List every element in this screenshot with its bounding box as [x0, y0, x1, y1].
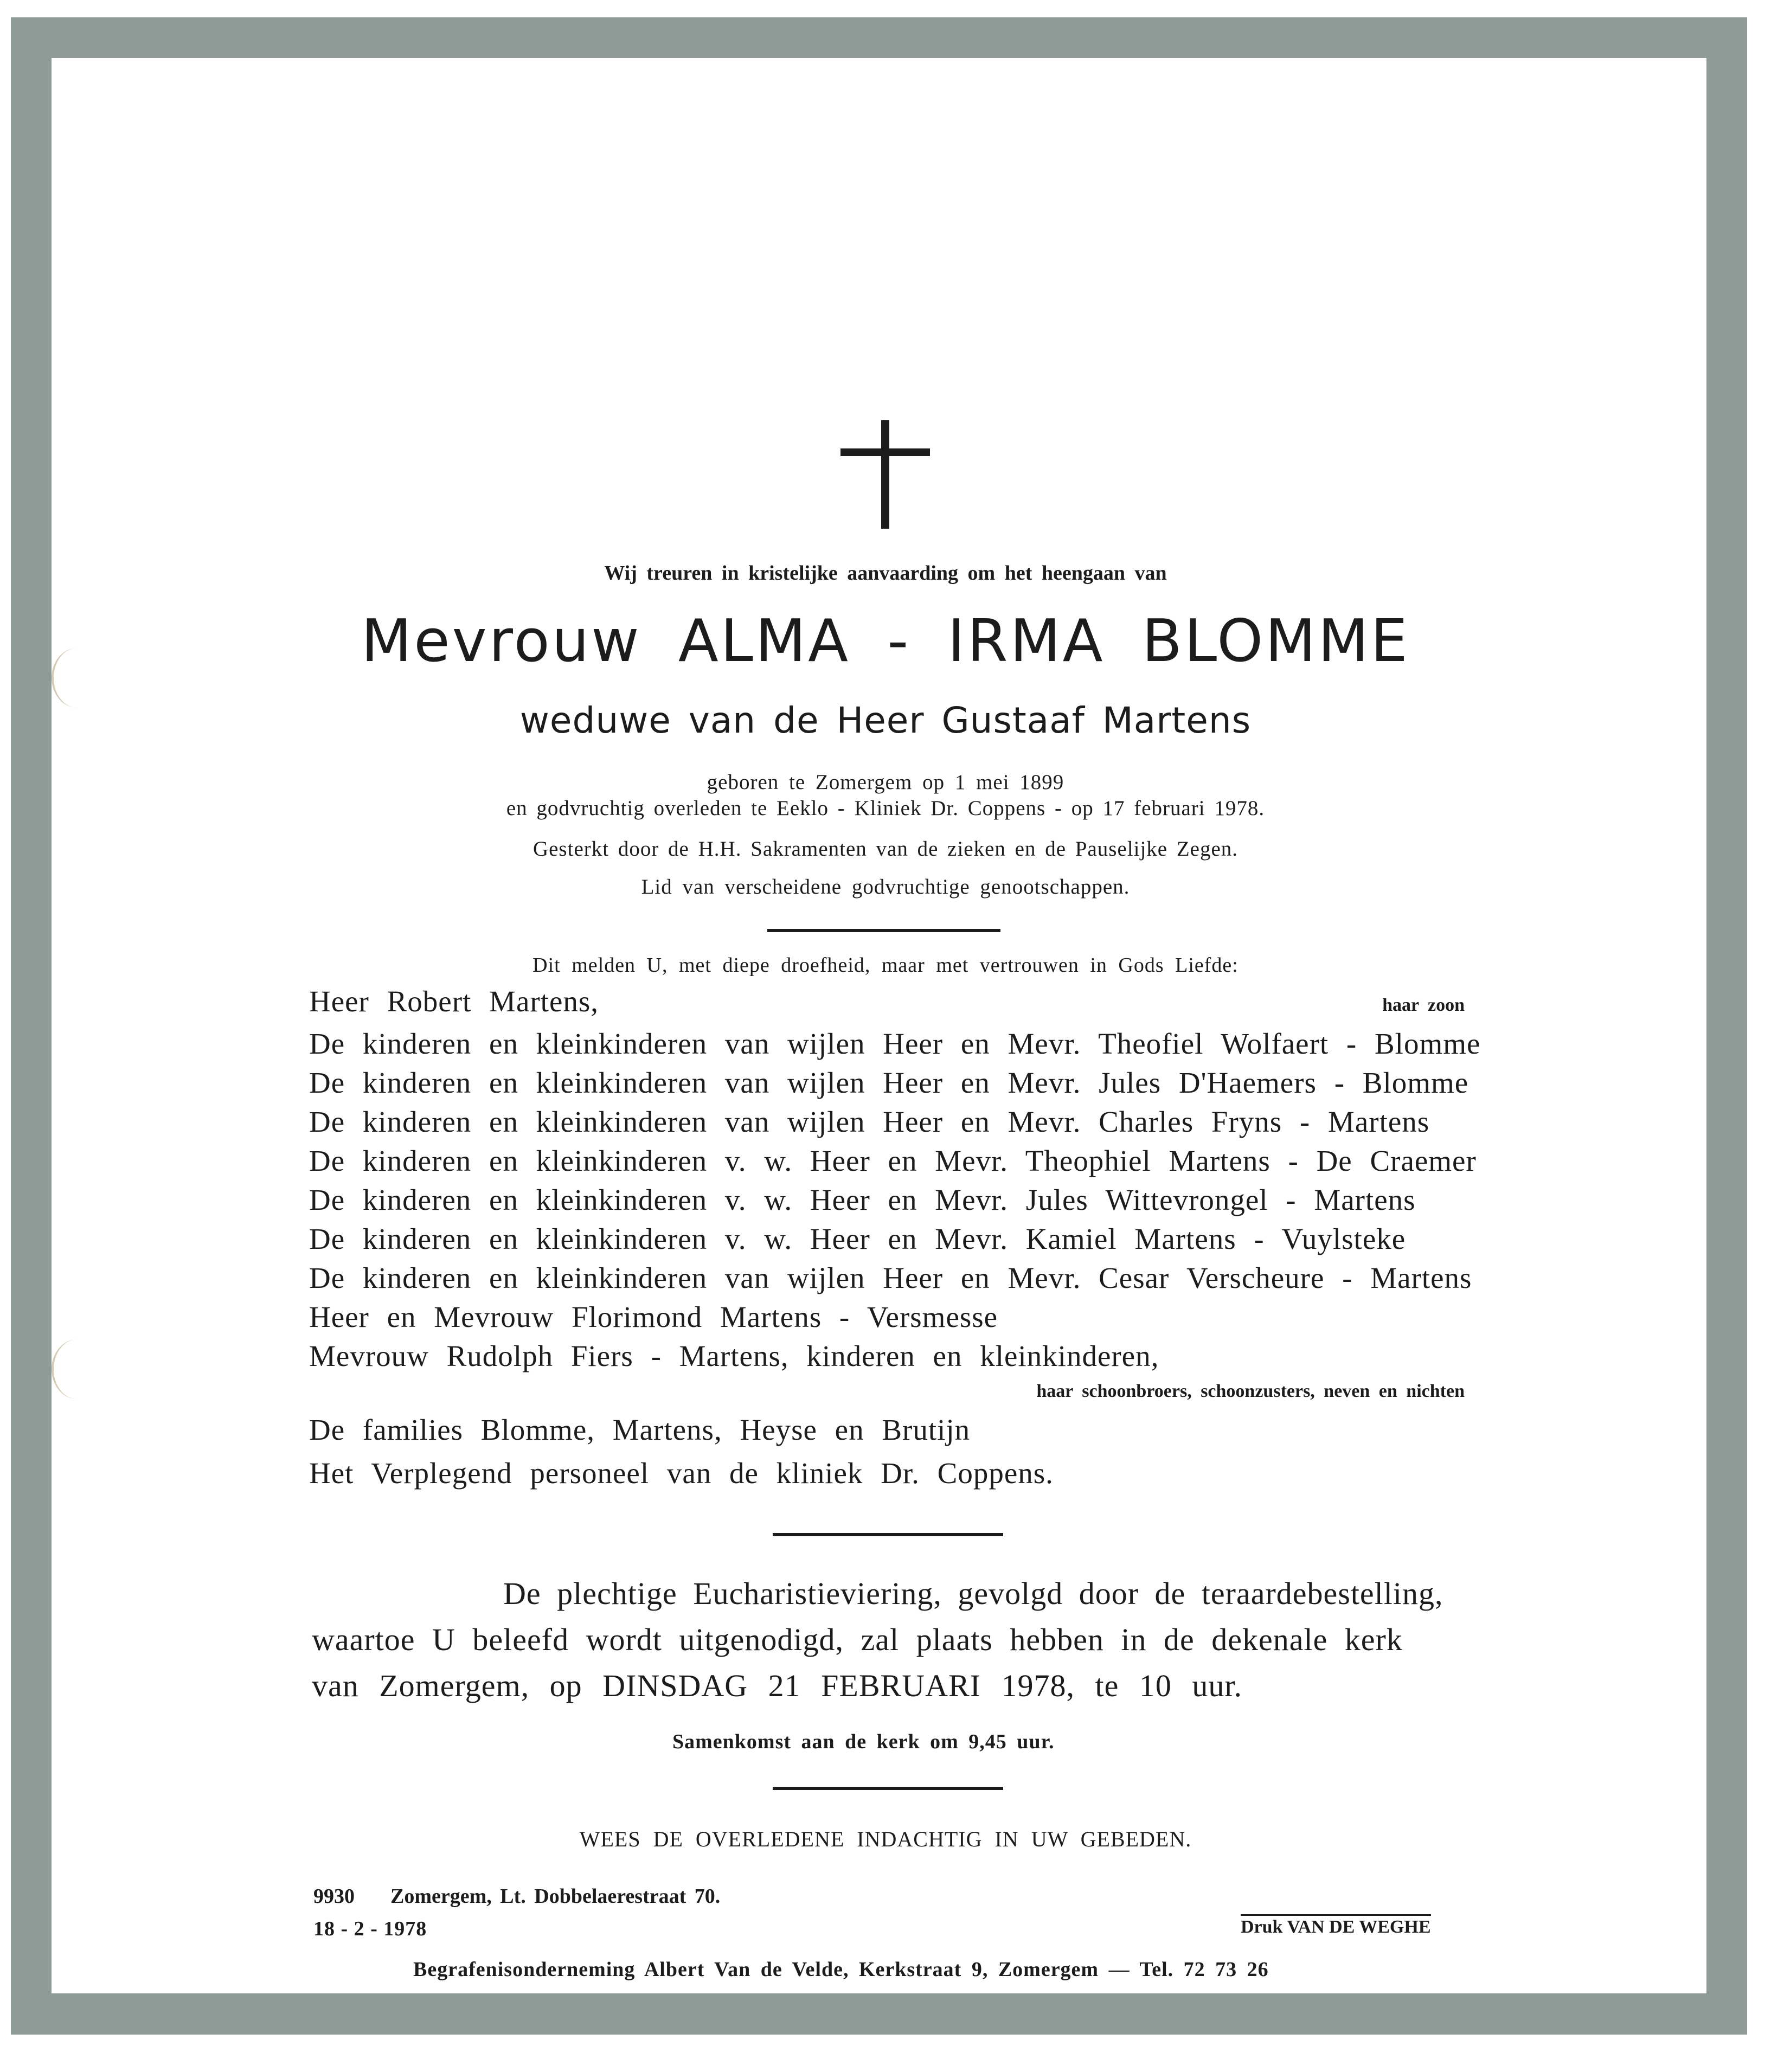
family-line: Heer en Mevrouw Florimond Martens - Versmesse [309, 1300, 998, 1333]
birth-info: geboren te Zomergem op 1 mei 1899 [707, 771, 1064, 794]
sacraments-info: Gesterkt door de H.H. Sakramenten van de zieken en de Pauselijke Zegen. [532, 837, 1239, 861]
membership-info: Lid van verscheidene godvruchtige genootschappen. [641, 875, 1130, 899]
staff-line: Het Verplegend personeel van de kliniek Dr. Coppens. [309, 1457, 1054, 1490]
street-address: Zomergem, Lt. Dobbelaerestraat 70. [390, 1885, 721, 1908]
divider [773, 1533, 1003, 1536]
undertaker-info: Begrafenisonderneming Albert Van de Velde, Kerkstraat 9, Zomergem — Tel. 72 73 26 [413, 1958, 1269, 1981]
ceremony-line-1: De plechtige Eucharistieviering, gevolgd door de teraardebestelling, [503, 1576, 1443, 1611]
prayer-request: WEES DE OVERLEDENE INDACHTIG IN UW GEBEDEN. [579, 1827, 1192, 1851]
family-line: De kinderen en kleinkinderen v. w. Heer en Mevr. Jules Wittevrongel - Martens [309, 1183, 1416, 1216]
family-line: De kinderen en kleinkinderen van wijlen Heer en Mevr. Jules D'Haemers - Blomme [309, 1066, 1469, 1099]
punch-hole [52, 1339, 102, 1399]
printer-credit: Druk VAN DE WEGHE [1241, 1914, 1431, 1938]
family-line: De kinderen en kleinkinderen v. w. Heer en Mevr. Theophiel Martens - De Craemer [309, 1144, 1477, 1177]
gathering-time: Samenkomst aan de kerk om 9,45 uur. [672, 1730, 1055, 1753]
family-line: De kinderen en kleinkinderen van wijlen Heer en Mevr. Cesar Verscheure - Martens [309, 1261, 1472, 1294]
intro-text: Wij treuren in kristelijke aanvaarding om het heengaan van [604, 562, 1167, 585]
family-line: De kinderen en kleinkinderen van wijlen Heer en Mevr. Charles Fryns - Martens [309, 1105, 1430, 1138]
relatives-note: haar schoonbroers, schoonzusters, neven en nichten [1036, 1381, 1465, 1401]
family-line: De kinderen en kleinkinderen van wijlen Heer en Mevr. Theofiel Wolfaert - Blomme [309, 1027, 1481, 1060]
postcode: 9930 [313, 1885, 355, 1908]
notice-date: 18 - 2 - 1978 [313, 1917, 427, 1940]
cross-icon [840, 420, 930, 529]
family-line: Mevrouw Rudolph Fiers - Martens, kinderen en kleinkinderen, [309, 1339, 1159, 1372]
ceremony-line-2: waartoe U beleefd wordt uitgenodigd, zal plaats hebben in de dekenale kerk [312, 1622, 1403, 1657]
family-son: Heer Robert Martens, [309, 985, 599, 1018]
divider [773, 1787, 1003, 1790]
families-line: De families Blomme, Martens, Heyse en Brutijn [309, 1413, 971, 1446]
ceremony-line-3: van Zomergem, op DINSDAG 21 FEBRUARI 1978, te 10 uur. [312, 1668, 1242, 1703]
deceased-name: Mevrouw ALMA - IRMA BLOMME [361, 607, 1410, 675]
announcement: Dit melden U, met diepe droefheid, maar met vertrouwen in Gods Liefde: [532, 954, 1239, 977]
divider [767, 929, 1000, 932]
family-line: De kinderen en kleinkinderen v. w. Heer en Mevr. Kamiel Martens - Vuylsteke [309, 1222, 1406, 1255]
widow-of: weduwe van de Heer Gustaaf Martens [519, 700, 1252, 741]
death-info: en godvruchtig overleden te Eeklo - Kliniek Dr. Coppens - op 17 februari 1978. [506, 797, 1265, 820]
son-note: haar zoon [1382, 995, 1465, 1015]
